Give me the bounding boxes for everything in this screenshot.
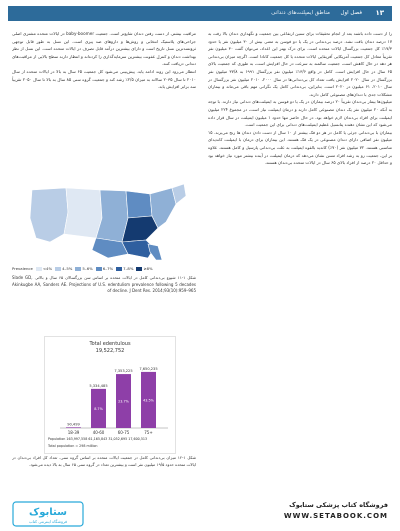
store-name: فروشگاه کتاب پزشکی ستابوک <box>289 501 388 509</box>
logo-subtext: فروشگاه اینترنتی کتاب <box>28 519 68 524</box>
legend-title: Prevalence <box>12 265 33 271</box>
legend-swatch <box>55 267 61 271</box>
legend-item: 5–6% <box>75 266 92 271</box>
chart-title-line-1: Total edentulous <box>89 341 131 347</box>
edentulous-bar-chart <box>44 336 176 454</box>
page-number: ۱۳ <box>375 9 384 17</box>
map-caption-fa: شکل ۱-۱۱ شیوع بی‌دندانی کامل در ایالات متحده بر اساس سن بزرگسالان ۶۵ سال و بالاتر. <box>34 275 196 280</box>
paragraph: را از دست داده باشند بعد از انجام تحقیقات برای سنین ارتفاعی بین جمعیت و نگهداری دندان بالا رفت به ۱۷ درصد دندان بافت نشد. درصد بی‌دندانی در یک یا دو فوسن به معنی بیش از ۳۰ میلیون نفر یا حدود ۱۷/۳٪ کل جمعیت بزرگسال ایالات متحده است. برای درک بهتر این اعداد، می‌توان گفت ۳۰ میلیون نفر تقریباً معادل کل جمعیت آمریکایی آفریقایی ایالات متحده یا کل جمعیت کانادا است. اگرچه میزان بی‌دندانی هر دهه در حال کاهش است، جمعیت سالمند به سرعت در حال افزایش است، به طوری که جمعیت بالای ۶۵ سال در حال افزایش است. کامل در واقع ۱۳/۶٪ میلیون نفر بزرگسال ۱۹۹۱ به ۳۷/۸ میلیون نفر بزرگسال در سال ۲۰۲۰ افزایش یافت تعداد کل بی‌دندانی‌ها در سال ۲۰۰۰، ۲۰۱۰ میلیون نفر بزرگسال در سال ۲۰۱۰، ۶۱ میلیون در ۲۰۲۰ است. بنابراین، بی‌دندانی کامل یک نگرانی مهم باقی می‌ماند و بیماران مشکلات جدی با دندان‌های مصنوعی کامل دارند. <box>208 31 392 97</box>
map-region-west <box>30 188 68 242</box>
map-region-mountain <box>64 188 102 238</box>
paragraph: میلیون‌ها بیمار بی‌دندان تقریباً ۲۰ درصد بیماران در یک یا دو فوسن به ایمپلنت‌های دندانی نیاز دارند. با توجه به آنکه ۲۰ میلیون نفر یک دندان مصنوعی کامل دارند و درمان ایمپلنت نیاز است، در مجموع ۲۲۴ میلیون ایمپلنت برای افراد بی‌دندان لازم خواهد بود. در حال حاضر تنها حدود ۱ میلیون ایمپلنت در سال قرار داده می‌شود که این نشان دهنده پتانسیل عظیم ایمپلنت‌های دندانی برای این جمعیت است. <box>208 99 392 128</box>
bar-percent-label: 8.7% <box>94 406 103 411</box>
x-tick-label: 60-75 <box>117 430 130 435</box>
store-url-link[interactable]: WWW.SETABOOK.COM <box>283 512 388 520</box>
legend-item: <4% <box>36 266 52 271</box>
map-region-midwest <box>126 191 152 218</box>
legend-item: 6–7% <box>96 266 113 271</box>
chart-title-line-2: 19,522,752 <box>95 348 125 354</box>
bar-value-label: 5,334,485 <box>89 383 108 388</box>
footer-branding <box>138 500 388 522</box>
x-tick-label: 75+ <box>144 430 153 435</box>
legend-item: ≥8% <box>136 266 152 271</box>
left-text-column <box>12 30 196 176</box>
chart-caption: شکل ۱-۱۲ میزان بی‌دندانی کامل در جمعیت ایالات متحده بر اساس گروه سنی. تعداد کل افراد بی‌دندان در ایالات متحده حدود ۱۹/۵ میلیون نفر است و بیشترین تعداد در گروه سنی ۶۵ سال به بالا دیده می‌شود. <box>12 455 196 467</box>
x-tick-label: 18-39 <box>67 430 80 435</box>
bar-value-label: 90,499 <box>67 422 80 427</box>
bar-value-label: 7,353,225 <box>114 369 133 374</box>
paragraph: بیماران با بی‌دندانی جزئی یا کامل در هر دو فک بیشتر از ۱۰ سال از دست دادن دندان ها رنج می‌برند. ۱۵ میلیون نفر اضافی دارای دندان مصنوعی در یک فک هستند. این بیماران برای درمان با ایمپلنت کاندیدای مناسبی هستند. ۷۲ میلیون نفر (۷۰٪) کاندید بالقوه ایمپلنت به علت بی‌دندانی پارسیل و کامل هستند. علاوه بر این، جمعیت رو به رشد افراد مسن نشان می‌دهد که درمان ایمپلنت در آینده بیشتر مورد نیاز خواهد بود و حداقل ۲۰ درصد از افراد بالای ۶۵ سال در ایالات متحده بی‌دندان هستند. <box>208 129 392 166</box>
bar-value-label: 7,650,235 <box>139 366 158 371</box>
legend-swatch <box>36 267 42 271</box>
x-tick-label: 40-60 <box>92 430 105 435</box>
legend-item: 4–5% <box>55 266 72 271</box>
page-header <box>8 6 392 21</box>
chart-footer-line-1: Population 163,997,558 61,165,843 31,052,695 17,600,513 <box>48 437 148 441</box>
running-title: مناطق ایمپلنت‌های دندانی <box>271 10 330 16</box>
legend-swatch <box>116 267 122 271</box>
legend-swatch <box>136 267 142 271</box>
bar-18-39 <box>66 427 81 428</box>
map-caption <box>12 275 196 329</box>
map-region-appalachia <box>122 216 158 242</box>
map-legend <box>12 264 196 272</box>
legend-swatch <box>96 267 102 271</box>
paragraph: مراقبت بیشتر، از دست رفتن دندان شایع‌تر است. جمعیت baby-boomer در ایالات متحده مشتری اصلی جراحی‌های پلاستیک انتخابی و روش‌ها و داروهای ضد پیری است. این نسل به طور قابل توجهی ثروتمندترین نسل تاریخ است و دارای بیشترین درآمد قابل تصرف در ایالات متحده است. این نسل از نظر بهداشت دندان و کنترل عفونت بیشترین سرمایه‌گذاری را کرده‌اند و انتظار دارند سطح بالایی از مراقبت‌های دندانی دریافت کنند. <box>12 31 196 67</box>
setabook-logo[interactable] <box>12 501 84 527</box>
right-text-column <box>208 30 392 474</box>
paragraph: انتظار می‌رود این روند ادامه یابد. پیش‌بینی می‌شود کل جمعیت ۶۵ سال به بالا در ایالات متحده از سال ۲۰۱۰ تا سال ۲۰۳۵ سالانه به میزان ۲/۵٪ رشد کند و جمعیت گروه سنی ۸۵ سال به بالا تا سال ۲۰۵۰ تقریباً سه برابر افزایش یابد. <box>12 68 196 90</box>
map-caption-reference: Slade GD, Akinkugbe AA, Sanders AE. Projections of U.S. edentulism prevalence following 5 decades of decline. J Dent Res. 2014;93(10):959–965 <box>12 275 196 294</box>
us-prevalence-map <box>12 180 196 260</box>
legend-item: 7–8% <box>116 266 133 271</box>
chart-footer-line-2: Total population = 298 million <box>48 444 98 448</box>
bar-percent-label: 23.7% <box>118 399 129 404</box>
logo-text: ستابوک <box>29 507 67 518</box>
legend-swatch <box>75 267 81 271</box>
chapter-label: فصل اول <box>340 10 362 16</box>
map-region-florida <box>148 244 162 260</box>
bar-percent-label: 43.5% <box>143 398 154 403</box>
